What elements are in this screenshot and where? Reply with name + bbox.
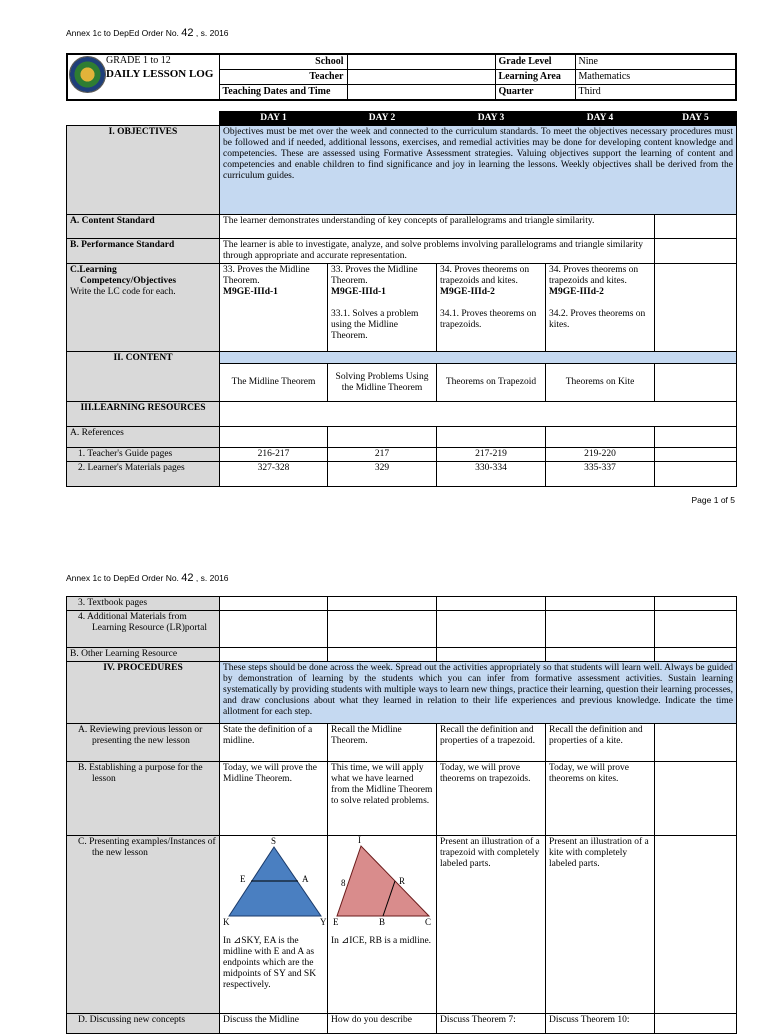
- other-day1[interactable]: [220, 648, 328, 662]
- textbook-day1[interactable]: [220, 597, 328, 611]
- label-k: K: [223, 917, 230, 927]
- content-day1: The Midline Theorem: [220, 364, 328, 402]
- annex-header-1: Annex 1c to DepEd Order No. 42 , s. 2016: [66, 27, 229, 39]
- tg-day2: 217: [328, 448, 437, 462]
- quarter-value: Third: [575, 85, 736, 101]
- additional-day1[interactable]: [220, 611, 328, 648]
- content-day4: Theorems on Kite: [546, 364, 655, 402]
- other-day5[interactable]: [655, 648, 737, 662]
- textbook-label: 3. Textbook pages: [67, 597, 220, 611]
- grade-range: GRADE 1 to 12: [106, 55, 171, 66]
- lm-day2: 329: [328, 462, 437, 487]
- lm-day3: 330-334: [437, 462, 546, 487]
- objectives-label: I. OBJECTIVES: [67, 126, 220, 215]
- proc-a-day2: Recall the Midline Theorem.: [328, 724, 437, 762]
- log-title: DAILY LESSON LOG: [106, 68, 214, 80]
- proc-c-day2: [328, 836, 437, 1014]
- lm-day5[interactable]: [655, 462, 737, 487]
- other-day4[interactable]: [546, 648, 655, 662]
- proc-c-label: C. Presenting examples/Instances of the new lesson: [67, 836, 220, 1014]
- competency-day5[interactable]: [655, 264, 737, 352]
- additional-materials-label: 4. Additional Materials from Learning Resource (LR)portal: [67, 611, 220, 648]
- proc-d-label: D. Discussing new concepts: [67, 1014, 220, 1034]
- proc-c-day4: Present an illustration of a kite with completely labeled parts.: [546, 836, 655, 1014]
- lm-day4: 335-337: [546, 462, 655, 487]
- proc-a-label: A. Reviewing previous lesson or presenting the new lesson: [67, 724, 220, 762]
- additional-day3[interactable]: [437, 611, 546, 648]
- proc-d-day2: How do you describe: [328, 1014, 437, 1034]
- proc-a-day3: Recall the definition and properties of a trapezoid.: [437, 724, 546, 762]
- lesson-table-2: [66, 596, 737, 1034]
- grade-level-label: Grade Level: [495, 54, 575, 70]
- references-day3[interactable]: [437, 427, 546, 448]
- content-day5[interactable]: [655, 364, 737, 402]
- annex-header-2: Annex 1c to DepEd Order No. 42 , s. 2016: [66, 572, 229, 584]
- performance-standard-day5[interactable]: [655, 239, 737, 264]
- references-label: A. References: [67, 427, 220, 448]
- triangle-sky-caption: In ⊿SKY, EA is the midline with E and A as endpoints which are the midpoints of SY and SK respectively.: [223, 936, 317, 990]
- additional-day5[interactable]: [655, 611, 737, 648]
- day-5-header: DAY 5: [655, 112, 737, 126]
- references-day4[interactable]: [546, 427, 655, 448]
- label-e: E: [240, 874, 246, 884]
- quarter-label: Quarter: [495, 85, 575, 101]
- proc-b-day3: Today, we will prove theorems on trapezoids.: [437, 762, 546, 836]
- content-standard-day5[interactable]: [655, 215, 737, 239]
- tg-day1: 216-217: [220, 448, 328, 462]
- tg-day5[interactable]: [655, 448, 737, 462]
- proc-d-day3: Discuss Theorem 7:: [437, 1014, 546, 1034]
- proc-a-day5[interactable]: [655, 724, 737, 762]
- label-c: C: [425, 917, 432, 927]
- triangle-ice-figure: [331, 836, 435, 928]
- school-label: School: [219, 54, 347, 70]
- competency-day2: 33. Proves the Midline Theorem. M9GE-IIId-1 33.1. Solves a problem using the Midline Theorem.: [328, 264, 437, 352]
- other-day3[interactable]: [437, 648, 546, 662]
- dates-label: Teaching Dates and Time: [219, 85, 347, 101]
- label-b: B: [379, 917, 386, 927]
- competency-day1: 33. Proves the Midline Theorem. M9GE-IIId-1: [220, 264, 328, 352]
- textbook-day2[interactable]: [328, 597, 437, 611]
- textbook-day5[interactable]: [655, 597, 737, 611]
- proc-b-label: B. Establishing a purpose for the lesson: [67, 762, 220, 836]
- textbook-day4[interactable]: [546, 597, 655, 611]
- learning-area-value: Mathematics: [575, 70, 736, 85]
- references-day1[interactable]: [220, 427, 328, 448]
- competency-day4: 34. Proves theorems on trapezoids and kites. M9GE-IIId-2 34.2. Proves theorems on kites.: [546, 264, 655, 352]
- additional-day4[interactable]: [546, 611, 655, 648]
- references-day2[interactable]: [328, 427, 437, 448]
- proc-d-day4: Discuss Theorem 10:: [546, 1014, 655, 1034]
- competency-label: C.Learning Competency/Objectives Write the LC code for each.: [67, 264, 220, 352]
- tg-day4: 219-220: [546, 448, 655, 462]
- content-standard-label: A. Content Standard: [67, 215, 220, 239]
- proc-b-day5[interactable]: [655, 762, 737, 836]
- label-8: 8: [341, 878, 346, 888]
- resources-row: [220, 402, 737, 427]
- label-e2: E: [333, 917, 339, 927]
- proc-a-day4: Recall the definition and properties of a kite.: [546, 724, 655, 762]
- textbook-day3[interactable]: [437, 597, 546, 611]
- teacher-value[interactable]: [347, 70, 495, 85]
- other-day2[interactable]: [328, 648, 437, 662]
- proc-b-day4: Today, we will prove theorems on kites.: [546, 762, 655, 836]
- day-3-header: DAY 3: [437, 112, 546, 126]
- references-day5[interactable]: [655, 427, 737, 448]
- additional-day2[interactable]: [328, 611, 437, 648]
- procedures-text: These steps should be done across the week. Spread out the activities appropriately so that students will learn well. Always be guided by demonstration of learning by the students which you can infer from formative assessment activities. Sustain learning systematically by providing students with multiple ways to learn new things, practice their learning, question their learning processes, and draw conclusions about what they learned in relation to their life experiences and previous knowledge. Indicate the time allotment for each step.: [220, 662, 737, 724]
- page-number: Page 1 of 5: [691, 495, 735, 505]
- content-standard-text: The learner demonstrates understanding of key concepts of parallelograms and triangle similarity.: [220, 215, 655, 239]
- dates-value[interactable]: [347, 85, 495, 101]
- label-y: Y: [320, 917, 327, 927]
- content-blue-band: [220, 352, 737, 364]
- other-resource-label: B. Other Learning Resource: [67, 648, 220, 662]
- proc-c-day5[interactable]: [655, 836, 737, 1014]
- proc-b-day2: This time, we will apply what we have learned from the Midline Theorem to solve related problems.: [328, 762, 437, 836]
- proc-b-day1: Today, we will prove the Midline Theorem.: [220, 762, 328, 836]
- lm-day1: 327-328: [220, 462, 328, 487]
- tg-day3: 217-219: [437, 448, 546, 462]
- label-r: R: [399, 876, 406, 886]
- proc-c-day1: [220, 836, 328, 1014]
- triangle-sky-figure: [223, 836, 327, 928]
- label-s: S: [271, 836, 277, 846]
- proc-c-day3: Present an illustration of a trapezoid with completely labeled parts.: [437, 836, 546, 1014]
- header-table: [66, 53, 737, 101]
- label-i: I: [358, 836, 361, 845]
- content-label: II. CONTENT: [67, 352, 220, 402]
- content-day2: Solving Problems Using the Midline Theorem: [328, 364, 437, 402]
- proc-a-day1: State the definition of a midline.: [220, 724, 328, 762]
- content-day3: Theorems on Trapezoid: [437, 364, 546, 402]
- label-a: A: [302, 874, 309, 884]
- teacher-label: Teacher: [219, 70, 347, 85]
- proc-d-day1: Discuss the Midline: [220, 1014, 328, 1034]
- grade-level-value: Nine: [575, 54, 736, 70]
- objectives-text: Objectives must be met over the week and connected to the curriculum standards. To meet the objectives necessary procedures must be followed and if needed, additional lessons, exercises, and remedial activities may be done for developing content knowledge and competencies. These are assessed using Formative Assessment strategies. Valuing objectives support the learning of content and competencies and enable children to find significance and joy in learning the lessons. Weekly objectives shall be derived from the curriculum guides.: [220, 126, 737, 215]
- triangle-ice: [337, 846, 429, 916]
- lm-label: 2. Learner's Materials pages: [67, 462, 220, 487]
- performance-standard-text: The learner is able to investigate, analyze, and solve problems involving parallelograms and triangle similarity through appropriate and accurate representation.: [220, 239, 655, 264]
- lesson-table-1: [66, 111, 737, 487]
- performance-standard-label: B. Performance Standard: [67, 239, 220, 264]
- school-value[interactable]: [347, 54, 495, 70]
- procedures-label: IV. PROCEDURES: [67, 662, 220, 724]
- learning-area-label: Learning Area: [495, 70, 575, 85]
- triangle-ice-caption: In ⊿ICE, RB is a midline.: [331, 936, 432, 946]
- competency-day3: 34. Proves theorems on trapezoids and kites. M9GE-IIId-2 34.1. Proves theorems on trapezoids.: [437, 264, 546, 352]
- tg-label: 1. Teacher's Guide pages: [67, 448, 220, 462]
- day-2-header: DAY 2: [328, 112, 437, 126]
- day-1-header: DAY 1: [220, 112, 328, 126]
- day-4-header: DAY 4: [546, 112, 655, 126]
- resources-label: III.LEARNING RESOURCES: [67, 402, 220, 427]
